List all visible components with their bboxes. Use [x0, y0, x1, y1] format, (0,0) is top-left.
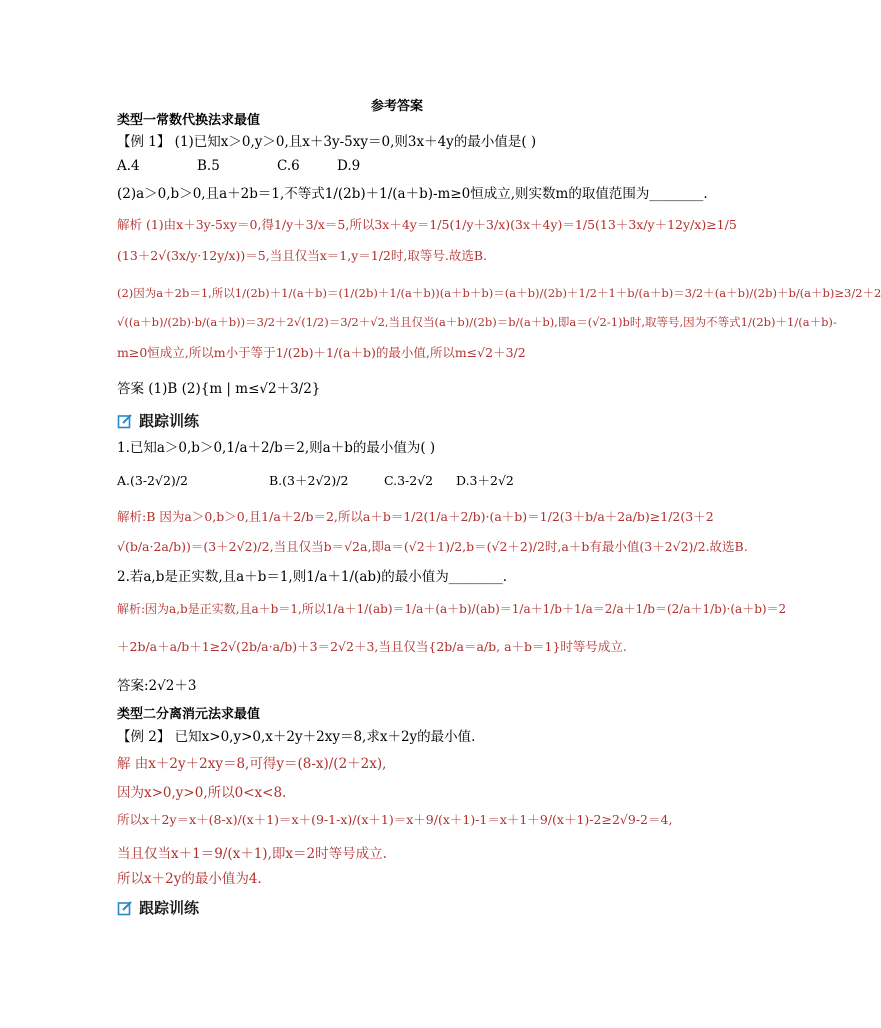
track-label: 跟踪训练 [139, 899, 200, 917]
edit-icon [117, 413, 133, 429]
track1-option-d: D.3＋2√2 [456, 473, 514, 488]
option-d: D.9 [337, 158, 361, 174]
track1-solution1-line2: √(b/a·2a/b))＝(3＋2√2)/2,当且仅当b＝√2a,即a＝(√2＋1)/2,b＝(√2＋2)/2时,a＋b有最小值(3＋2√2)/2.故选B. [117, 539, 748, 554]
example2-question: 【例 2】 已知x>0,y>0,x＋2y＋2xy＝8,求x＋2y的最小值. [117, 729, 476, 745]
solution2-line1: 解 由x＋2y＋2xy＝8,可得y＝(8-x)/(2＋2x), [117, 756, 387, 772]
track1-options [117, 472, 514, 490]
track1-question1: 1.已知a＞0,b＞0,1/a＋2/b＝2,则a＋b的最小值为( ) [117, 440, 436, 456]
example1-question: 【例 1】 (1)已知x＞0,y＞0,且x＋3y-5xy＝0,则3x＋4y的最小值是( ) [117, 134, 537, 150]
answer2: 答案:2√2＋3 [117, 678, 197, 694]
example1-part2: (2)a＞0,b＞0,且a＋2b＝1,不等式1/(2b)＋1/(a＋b)-m≥0恒成立,则实数m的取值范围为________. [117, 186, 708, 202]
solution2-line5: 所以x＋2y的最小值为4. [117, 871, 262, 887]
solution1-line5: m≥0恒成立,所以m小于等于1/(2b)＋1/(a＋b)的最小值,所以m≤√2＋3/2 [117, 345, 526, 360]
track1-question2: 2.若a,b是正实数,且a＋b＝1,则1/a＋1/(ab)的最小值为________. [117, 569, 508, 585]
section2-heading: 类型二分离消元法求最值 [117, 707, 261, 722]
track1-solution1-line1: 解析:B 因为a＞0,b＞0,且1/a＋2/b＝2,所以a＋b＝1/2(1/a＋2/b)·(a＋b)＝1/2(3＋b/a＋2a/b)≥1/2(3＋2 [117, 509, 714, 524]
example1-options [117, 157, 360, 175]
answer1: 答案 (1)B (2){m | m≤√2＋3/2} [117, 381, 321, 397]
solution1-line4: √((a＋b)/(2b)·b/(a＋b))＝3/2＋2√(1/2)＝3/2＋√2,当且仅当(a＋b)/(2b)＝b/(a＋b),即a＝(√2-1)b时,取等号,因为不等式1/(2b)＋1/(a＋b)- [117, 315, 837, 329]
track-label: 跟踪训练 [139, 412, 200, 430]
page-title: 参考答案 [370, 99, 423, 114]
solution1-line3: (2)因为a＋2b＝1,所以1/(2b)＋1/(a＋b)＝(1/(2b)＋1/(a＋b))(a＋b＋b)＝(a＋b)/(2b)＋1/2＋1＋b/(a＋b)＝3/2＋(a＋b)/(2b)＋b/(a＋b)≥3/2＋2 [117, 286, 881, 300]
track1-option-c: C.3-2√2 [384, 473, 434, 488]
option-a: A.4 [117, 158, 140, 174]
option-c: C.6 [277, 158, 300, 174]
track1-option-a: A.(3-2√2)/2 [117, 473, 188, 488]
track1-solution2-line2: ＋2b/a＋a/b＋1≥2√(2b/a·a/b)＋3＝2√2＋3,当且仅当{2b/a＝a/b, a＋b＝1}时等号成立. [117, 639, 627, 654]
section1-heading: 类型一常数代换法求最值 [117, 113, 261, 128]
solution1-line1: 解析 (1)由x＋3y-5xy＝0,得1/y＋3/x＝5,所以3x＋4y＝1/5(1/y＋3/x)(3x＋4y)＝1/5(13＋3x/y＋12y/x)≥1/5 [117, 217, 737, 232]
option-b: B.5 [197, 158, 220, 174]
edit-icon [117, 900, 133, 916]
solution2-line4: 当且仅当x＋1＝9/(x＋1),即x＝2时等号成立. [117, 846, 387, 862]
track-training-heading-2 [117, 897, 199, 918]
track1-solution2-line1: 解析:因为a,b是正实数,且a＋b＝1,所以1/a＋1/(ab)＝1/a＋(a＋b)/(ab)＝1/a＋1/b＋1/a＝2/a＋1/b＝(2/a＋1/b)·(a＋b)＝2 [117, 602, 787, 616]
track1-option-b: B.(3＋2√2)/2 [269, 473, 349, 488]
solution1-line2: (13＋2√(3x/y·12y/x))＝5,当且仅当x＝1,y＝1/2时,取等号.故选B. [117, 248, 487, 263]
solution2-line3: 所以x＋2y＝x＋(8-x)/(x＋1)＝x＋(9-1-x)/(x＋1)＝x＋9/(x＋1)-1＝x＋1＋9/(x＋1)-2≥2√9-2＝4, [117, 812, 673, 827]
solution2-line2: 因为x>0,y>0,所以0<x<8. [117, 785, 287, 801]
track-training-heading-1 [117, 410, 199, 431]
